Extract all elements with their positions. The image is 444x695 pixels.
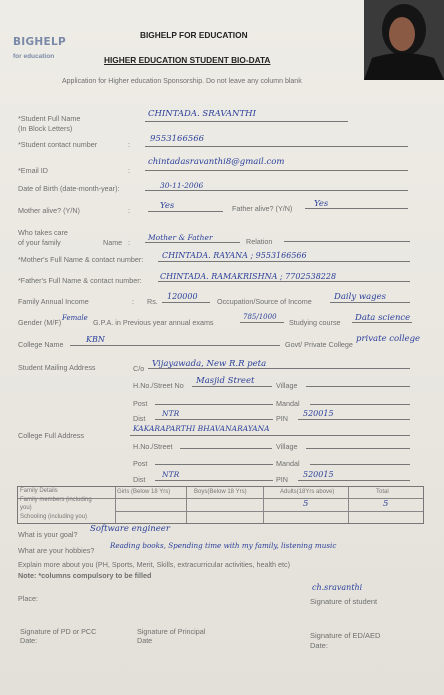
gpa-value: 785/1000 — [243, 313, 277, 321]
logo-subtitle: for education — [13, 53, 55, 60]
college-name-label: College Name — [18, 340, 64, 349]
student-photo-image — [364, 0, 444, 80]
college-post-label: Post — [133, 459, 148, 468]
mother-alive-label: Mother alive? (Y/N) — [18, 206, 80, 215]
caretaker-name-value: Mother & Father — [148, 233, 213, 242]
gpa-label: G.P.A. in Previous year annual exams — [93, 318, 214, 327]
hno-value: Masjid Street — [196, 376, 255, 386]
student-signature-label: Signature of student — [310, 597, 378, 606]
explain-label: Explain more about you (PH, Sports, Merit, Skills, extracurricular activities, health etc) — [18, 560, 291, 569]
principal-signature-label: Signature of Principal — [137, 627, 206, 636]
bio-data-form: BIGHELP for education BIGHELP FOR EDUCATION HIGHER EDUCATION STUDENT BIO-DATA Application for Higher education Sponsorship. Do not leave any column blank *Student Full Name (In Block Letters) CHINTADA. SRAVANTHI *Student contact number : 9553166566 *Email ID : chintadasravanthi8@gmail.com Date of Birth (date-month-year): 30-11-2006 Mother alive? (Y/N) : Yes Father alive? (Y/N) Yes Who takes care of your family Name : Mother & Father Relation *Mother's Full Name & contact number: CHINTADA. RAYANA ; 9553166566 *Father's Full Name & contact number: CHINTADA. RAMAKRISHNA ; 7702538228 Family Annual Income : Rs. 120000 Occupation/Source of Income Daily wages Gender (M/F) Female G.P.A. in Previous year annual exams 785/1000 Studying course Data science College Name KBN Govt/ Private College private college Student Mailing Address C/o Vijayawada, New R.R peta H.No./Street No Masjid Street Village Post Mandal Dist NTR PIN 520015 College Full Address KAKARAPARTHI BHAVANARAYANA H.No./Street Village Post Mandal Dist NTR PIN 520015 Family Details Family members (including you) Schooling (including you) Girls (Below 18 Yrs) Boys(Below 18 Yrs) Adults(18Yrs above) Total 5 5 What is your goal? Software engineer What are your hobbies? Reading books, Spending time with my family, listening music Explain more about you (PH, Sports, Merit, Skills, extracurricular activities, health etc) Note: *columns compulsory to be filled Place: ch.sravanthi Signature of student Signature of PD or PCC Date: Signature of Principal Date Signature of ED/AED Date: — [0, 0, 444, 695]
mother-alive-value: Yes — [160, 201, 175, 211]
mailing-label: Student Mailing Address — [18, 363, 96, 372]
father-label: *Father's Full Name & contact number: — [18, 276, 142, 285]
family-details-label: Family Details — [20, 488, 58, 494]
email-value: chintadasravanthi8@gmail.com — [148, 157, 285, 167]
table-header-boys: Boys(Below 18 Yrs) — [194, 489, 247, 495]
college-dist-label: Dist — [133, 475, 146, 484]
college-type-label: Govt/ Private College — [285, 340, 353, 349]
mother-label: *Mother's Full Name & contact number: — [18, 255, 144, 264]
co-label: C/o — [133, 364, 145, 373]
college-village-label: Village — [276, 442, 298, 451]
pd-date-label: Date: — [20, 636, 38, 645]
father-alive-value: Yes — [314, 199, 329, 209]
income-rs-label: Rs. — [147, 297, 158, 306]
income-label: Family Annual Income — [18, 297, 89, 306]
college-type-value: private college — [356, 334, 421, 344]
table-header-adults: Adults(18Yrs above) — [280, 489, 335, 495]
ed-date-label: Date: — [310, 641, 328, 650]
pin-value: 520015 — [303, 409, 334, 418]
college-pin-label: PIN — [276, 475, 288, 484]
instructions: Application for Higher education Sponsorship. Do not leave any column blank — [62, 78, 302, 85]
college-hno-label: H.No./Street — [133, 442, 173, 451]
student-name-label-2: (In Block Letters) — [18, 124, 73, 133]
co-value: Vijayawada, New R.R peta — [152, 359, 267, 369]
note-text: Note: *columns compulsory to be filled — [18, 571, 152, 580]
dob-label: Date of Birth (date-month-year): — [18, 184, 120, 193]
gender-label: Gender (M/F) — [18, 318, 62, 327]
dist-label: Dist — [133, 414, 146, 423]
logo-text: BIGHELP — [13, 36, 66, 48]
caretaker-label-2: of your family — [18, 238, 61, 247]
dist-value: NTR — [162, 409, 180, 418]
student-name-label: *Student Full Name — [18, 114, 81, 123]
dob-value: 30-11-2006 — [160, 181, 204, 190]
pin-label: PIN — [276, 414, 288, 423]
student-name-value: CHINTADA. SRAVANTHI — [148, 109, 256, 119]
relation-label: Relation — [246, 237, 273, 246]
college-addr-label: College Full Address — [18, 431, 84, 440]
caretaker-label: Who takes care — [18, 228, 68, 237]
hobbies-label: What are your hobbies? — [18, 546, 95, 555]
college-pin-value: 520015 — [303, 470, 334, 479]
gender-value: Female — [62, 314, 88, 322]
place-label: Place: — [18, 594, 38, 603]
family-members-label-2: you) — [20, 505, 32, 511]
schooling-label: Schooling (including you) — [20, 514, 88, 520]
form-title: HIGHER EDUCATION STUDENT BIO-DATA — [104, 55, 271, 65]
mandal-label: Mandal — [276, 399, 300, 408]
table-header-total: Total — [376, 489, 389, 495]
ed-signature-label: Signature of ED/AED — [310, 631, 381, 640]
family-members-label: Family members (including — [20, 497, 92, 503]
student-signature: ch.sravanthi — [312, 583, 363, 592]
goal-value: Software engineer — [90, 524, 170, 534]
course-label: Studying course — [289, 318, 341, 327]
village-label: Village — [276, 381, 298, 390]
mother-value: CHINTADA. RAYANA ; 9553166566 — [162, 251, 307, 260]
org-title: BIGHELP FOR EDUCATION — [140, 30, 248, 40]
course-value: Data science — [355, 313, 411, 323]
income-value: 120000 — [167, 292, 198, 301]
caretaker-name-label: Name — [103, 238, 123, 247]
student-photo — [364, 0, 444, 80]
table-header-girls: Girls (Below 18 Yrs) — [117, 489, 171, 495]
father-alive-label: Father alive? (Y/N) — [232, 204, 293, 213]
occupation-value: Daily wages — [334, 292, 387, 302]
email-label: *Email ID — [18, 166, 48, 175]
father-value: CHINTADA. RAMAKRISHNA ; 7702538228 — [160, 272, 337, 281]
principal-date-label: Date — [137, 636, 153, 645]
table-value-total: 5 — [383, 499, 389, 509]
contact-label: *Student contact number — [18, 140, 98, 149]
family-details-table — [17, 486, 424, 524]
hno-label: H.No./Street No — [133, 381, 184, 390]
college-dist-value: NTR — [162, 470, 180, 479]
post-label: Post — [133, 399, 148, 408]
contact-value: 9553166566 — [150, 134, 205, 144]
goal-label: What is your goal? — [18, 530, 78, 539]
college-name-value: KBN — [86, 335, 105, 344]
table-value-adults: 5 — [303, 499, 309, 509]
occupation-label: Occupation/Source of Income — [217, 297, 312, 306]
hobbies-value: Reading books, Spending time with my family, listening music — [110, 541, 337, 550]
college-addr-value: KAKARAPARTHI BHAVANARAYANA — [133, 424, 270, 433]
college-mandal-label: Mandal — [276, 459, 300, 468]
pd-signature-label: Signature of PD or PCC — [20, 627, 97, 636]
